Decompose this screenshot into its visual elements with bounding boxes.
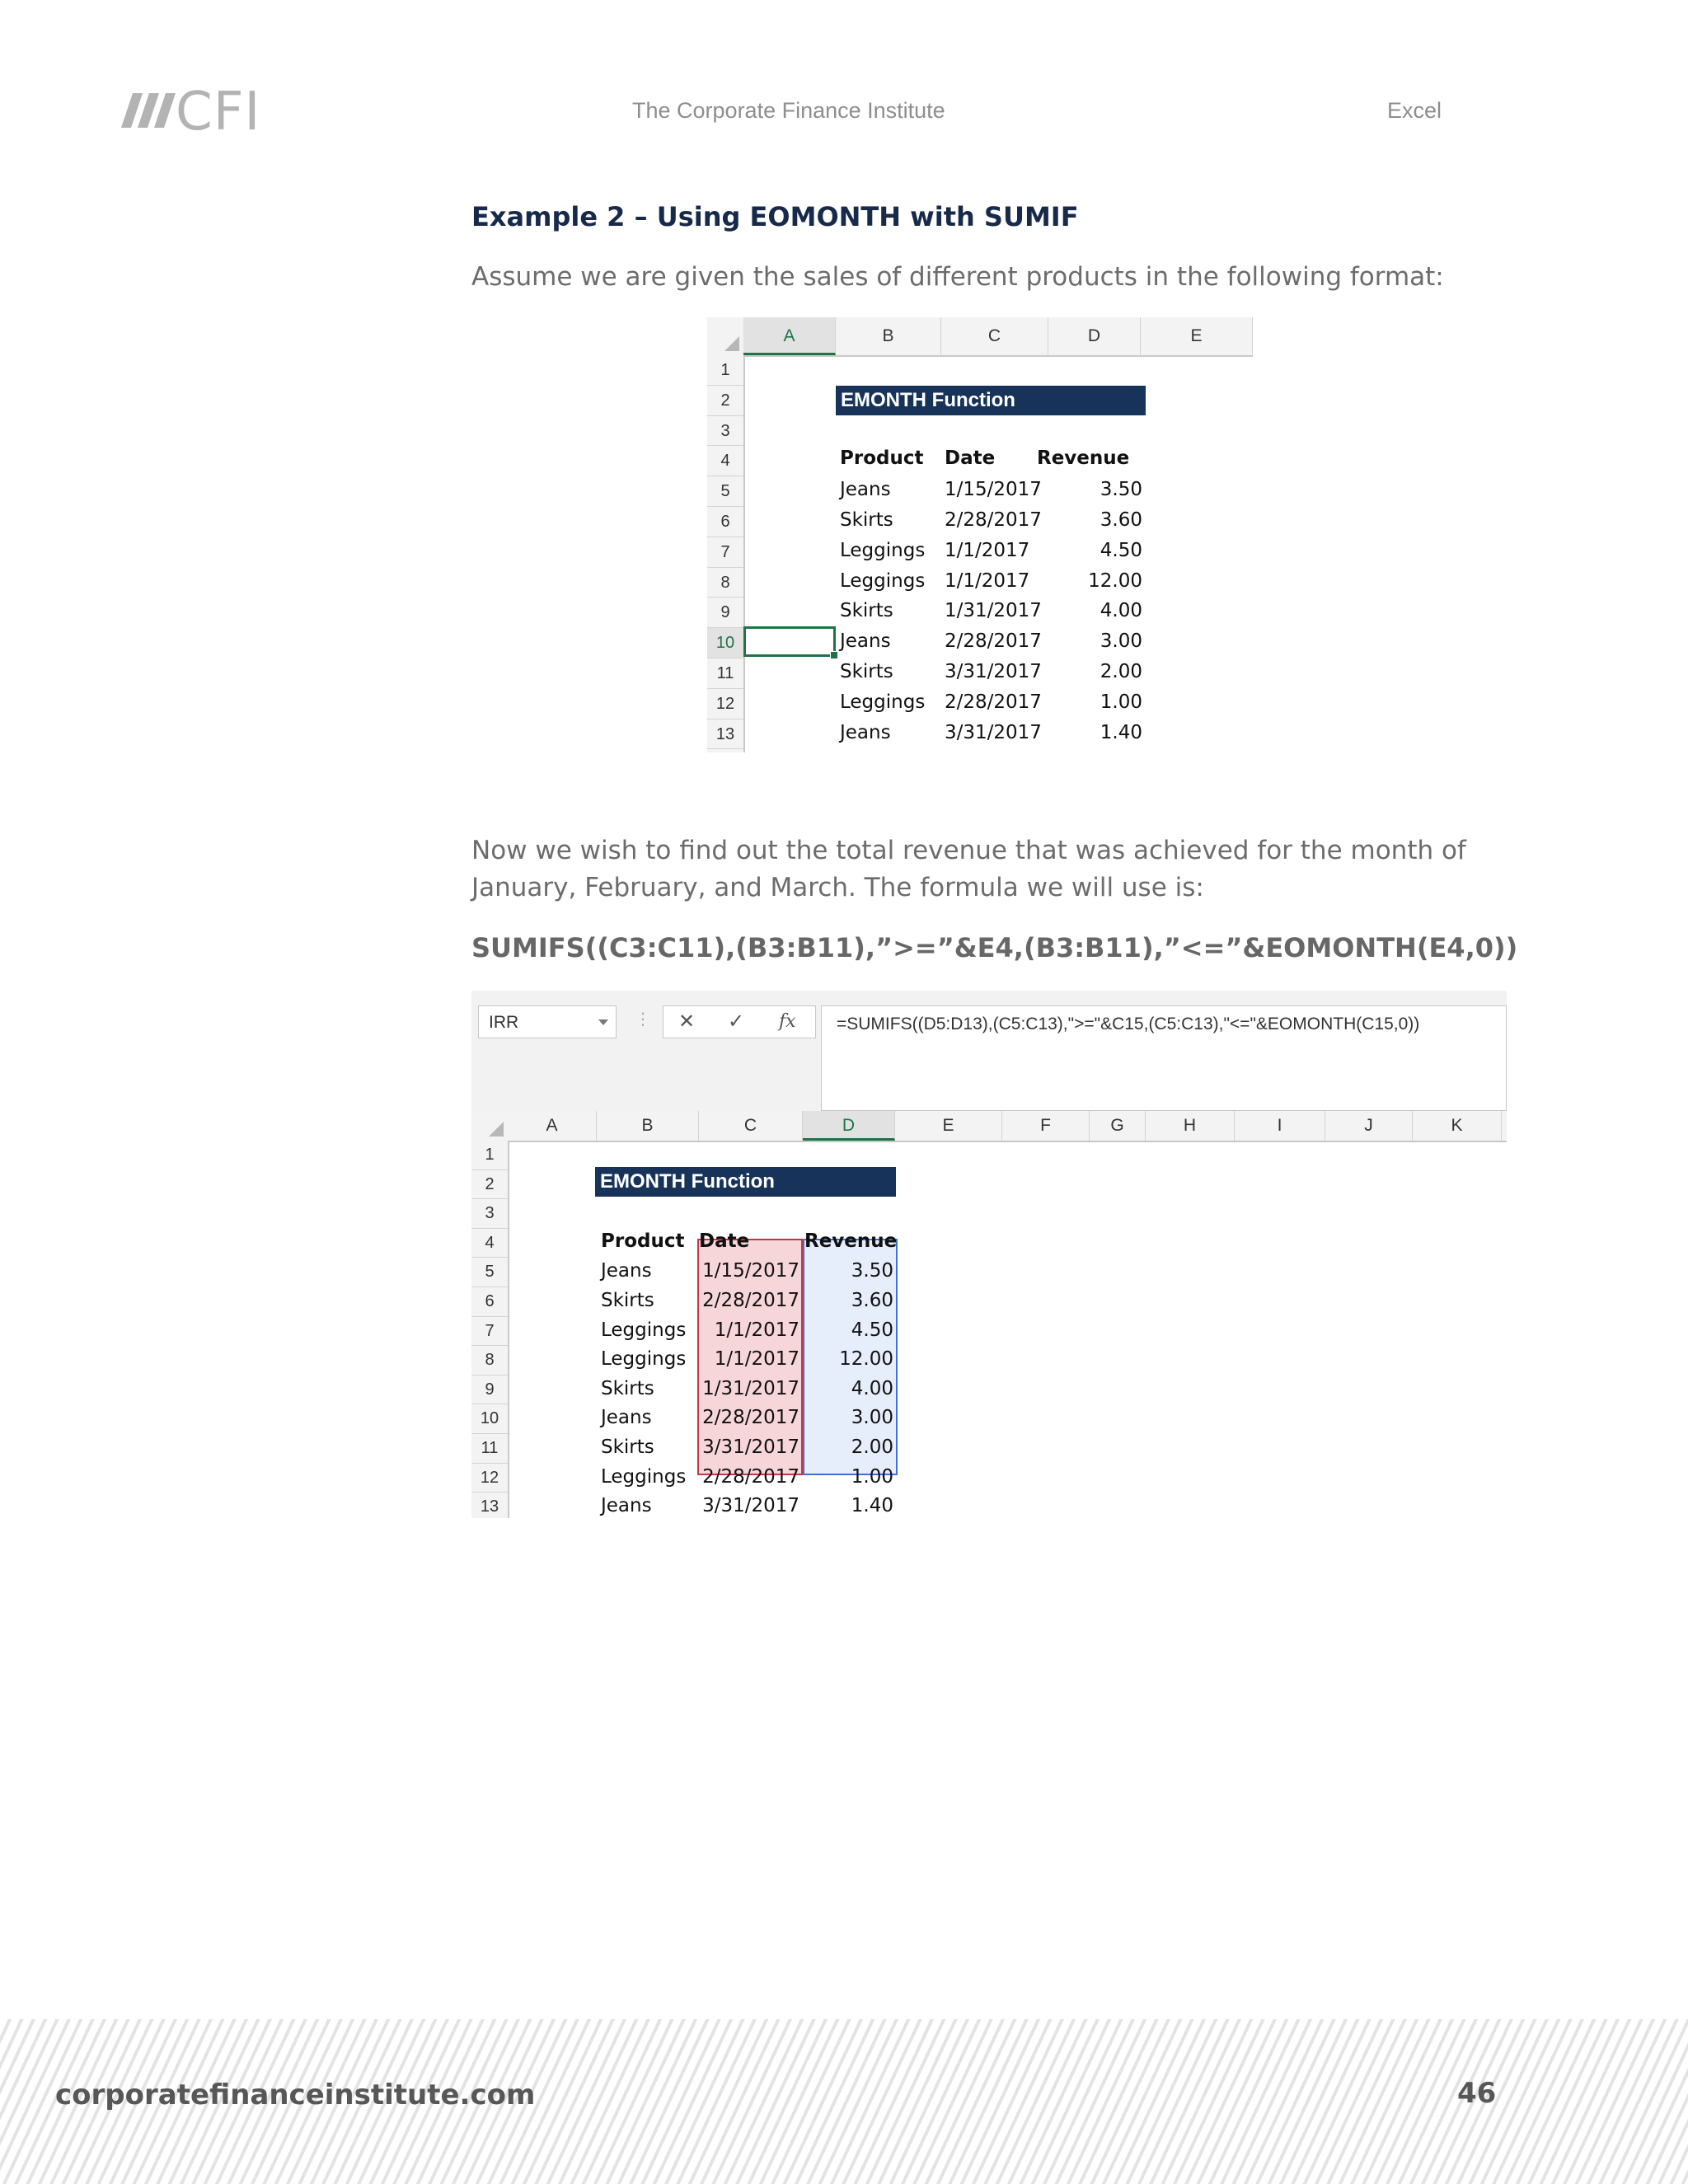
row-header-1[interactable]: 1 [471, 1141, 508, 1170]
cell-product[interactable]: Jeans [601, 1407, 652, 1429]
cell-date[interactable]: 1/1/2017 [714, 1348, 799, 1371]
row-header-bar [471, 1141, 509, 1518]
cell-product[interactable]: Skirts [840, 509, 893, 531]
cell-revenue[interactable]: 1.00 [851, 1465, 893, 1488]
cell-product[interactable]: Jeans [601, 1260, 652, 1282]
row-header-10[interactable]: 10 [707, 628, 743, 658]
row-header-13[interactable]: 13 [707, 719, 743, 750]
cell-revenue[interactable]: 2.00 [1100, 661, 1142, 682]
cell-product[interactable]: Skirts [601, 1436, 654, 1458]
column-header-c[interactable]: C [699, 1111, 803, 1141]
more-options-icon: ⋮ [635, 1010, 651, 1029]
row-header-10[interactable]: 10 [471, 1404, 508, 1434]
header-section: Excel [1387, 98, 1442, 123]
cell-revenue[interactable]: 3.60 [1100, 509, 1142, 531]
column-header-a[interactable]: A [508, 1111, 597, 1141]
row-header-2[interactable]: 2 [471, 1170, 508, 1200]
cell-date[interactable]: 2/28/2017 [945, 630, 1042, 653]
cell-date[interactable]: 1/1/2017 [945, 539, 1030, 561]
row-header-4[interactable]: 4 [471, 1229, 508, 1258]
row-header-3[interactable]: 3 [471, 1199, 508, 1229]
row-header-8[interactable]: 8 [707, 568, 743, 598]
name-box-value: IRR [489, 1013, 519, 1032]
cell-revenue[interactable]: 2.00 [851, 1436, 893, 1458]
header-center-title: The Corporate Finance Institute [632, 98, 945, 123]
page-number: 46 [1457, 2077, 1497, 2110]
row-header-13[interactable]: 13 [471, 1493, 508, 1518]
cell-date[interactable]: 2/28/2017 [945, 509, 1042, 531]
cell-date[interactable]: 1/15/2017 [702, 1260, 799, 1282]
column-header-f[interactable]: F [1002, 1111, 1090, 1141]
sheet1-banner: EMONTH Function [836, 386, 1146, 415]
cell-date[interactable]: 2/28/2017 [945, 691, 1042, 713]
cell-date[interactable]: 2/28/2017 [702, 1465, 799, 1488]
cell-date[interactable]: 3/31/2017 [945, 661, 1042, 682]
formula-bar-input[interactable]: =SUMIFS((D5:D13),(C5:C13),">="&C15,(C5:C13),"<="&EOMONTH(C15,0)) [821, 1005, 1507, 1111]
cell-product[interactable]: Jeans [601, 1495, 652, 1517]
column-header-h[interactable]: H [1146, 1111, 1235, 1141]
row-header-7[interactable]: 7 [471, 1317, 508, 1347]
row-header-9[interactable]: 9 [707, 598, 743, 628]
intro-paragraph: Assume we are given the sales of different products in the following format: [471, 262, 1444, 292]
cell-product[interactable]: Skirts [840, 661, 893, 682]
cancel-icon[interactable]: ✕ [678, 1010, 696, 1033]
cell-product[interactable]: Jeans [840, 479, 891, 501]
column-label-product: Product [840, 448, 924, 470]
cell-product[interactable]: Skirts [601, 1377, 654, 1399]
column-header-bar [508, 1111, 1507, 1142]
cell-revenue[interactable]: 4.50 [851, 1319, 893, 1341]
row-header-12[interactable]: 12 [471, 1464, 508, 1493]
name-box[interactable] [478, 1005, 617, 1038]
row-header-11[interactable]: 11 [707, 658, 743, 689]
cell-revenue[interactable]: 4.00 [851, 1377, 893, 1399]
cell-revenue[interactable]: 3.00 [851, 1407, 893, 1429]
sheet2-banner: EMONTH Function [595, 1167, 896, 1197]
column-header-bar [743, 317, 1253, 357]
cell-date[interactable]: 1/15/2017 [945, 479, 1042, 501]
cell-product[interactable]: Leggings [840, 691, 926, 713]
cell-product[interactable]: Skirts [601, 1290, 654, 1311]
row-header-6[interactable]: 6 [471, 1287, 508, 1317]
cell-product[interactable]: Leggings [840, 569, 926, 592]
column-header-d[interactable]: D [1048, 317, 1141, 355]
row-header-5[interactable]: 5 [707, 476, 743, 507]
cell-product[interactable]: Jeans [840, 721, 891, 743]
section-heading: Example 2 – Using EOMONTH with SUMIF [471, 201, 1079, 232]
cell-product[interactable]: Leggings [601, 1319, 687, 1341]
column-label-date: Date [699, 1230, 750, 1252]
cell-product[interactable]: Leggings [601, 1348, 687, 1371]
row-header-3[interactable]: 3 [707, 416, 743, 447]
formula-buttons [663, 1005, 816, 1038]
cell-product[interactable]: Skirts [840, 600, 893, 622]
explanation-paragraph: Now we wish to find out the total revenue that was achieved for the month of January, February, and March. The formula we will use is: [471, 836, 1466, 902]
cell-product[interactable]: Leggings [601, 1465, 687, 1488]
cell-product[interactable]: Jeans [840, 630, 891, 653]
cfi-logo-text: CFI [176, 82, 261, 143]
column-header-d[interactable]: D [803, 1111, 895, 1141]
column-header-i[interactable]: I [1235, 1111, 1325, 1141]
cfi-logo [113, 82, 270, 143]
select-all-corner[interactable] [707, 317, 743, 355]
row-header-1[interactable]: 1 [707, 355, 743, 386]
row-header-5[interactable]: 5 [471, 1258, 508, 1287]
row-header-bar [707, 355, 745, 752]
cell-revenue[interactable]: 3.50 [1100, 479, 1142, 501]
row-header-7[interactable]: 7 [707, 537, 743, 568]
cell-revenue[interactable]: 12.00 [839, 1348, 893, 1371]
cell-date[interactable]: 1/1/2017 [945, 569, 1030, 592]
column-header-c[interactable]: C [941, 317, 1048, 355]
cell-revenue[interactable]: 3.50 [851, 1260, 893, 1282]
cell-date[interactable]: 3/31/2017 [702, 1436, 799, 1458]
insert-function-icon[interactable]: fx [779, 1011, 796, 1032]
cell-date[interactable]: 3/31/2017 [945, 721, 1042, 743]
select-all-corner[interactable] [471, 1111, 508, 1141]
cell-revenue[interactable]: 1.40 [1100, 721, 1142, 743]
formula-example: SUMIFS((C3:C11),(B3:B11),”>=”&E4,(B3:B11),”<=”&EOMONTH(E4,0)) [471, 932, 1518, 963]
cell-revenue[interactable]: 1.00 [1100, 691, 1142, 713]
column-header-b[interactable]: B [836, 317, 941, 355]
cell-date[interactable]: 1/31/2017 [702, 1377, 799, 1399]
cell-revenue[interactable]: 12.00 [1088, 569, 1142, 592]
cell-date[interactable]: 3/31/2017 [702, 1495, 799, 1517]
row-header-9[interactable]: 9 [471, 1376, 508, 1405]
cell-date[interactable]: 2/28/2017 [702, 1407, 799, 1429]
grid-area [471, 1111, 1507, 1518]
column-label-revenue: Revenue [804, 1230, 898, 1252]
row-header-2[interactable]: 2 [707, 386, 743, 416]
footer-url: corporatefinanceinstitute.com [55, 2079, 536, 2111]
row-header-4[interactable]: 4 [707, 446, 743, 476]
cell-product[interactable]: Leggings [840, 539, 926, 561]
column-header-a[interactable]: A [743, 317, 836, 355]
cell-revenue[interactable]: 4.00 [1100, 600, 1142, 622]
row-header-11[interactable]: 11 [471, 1434, 508, 1464]
spreadsheet-1 [707, 317, 1253, 752]
cell-date[interactable]: 2/28/2017 [702, 1290, 799, 1311]
column-label-date: Date [945, 448, 996, 470]
cell-revenue[interactable]: 1.40 [851, 1495, 893, 1517]
cell-date[interactable]: 1/31/2017 [945, 600, 1042, 622]
column-header-b[interactable]: B [597, 1111, 699, 1141]
row-header-6[interactable]: 6 [707, 507, 743, 537]
chevron-down-icon[interactable] [598, 1019, 608, 1025]
column-label-product: Product [601, 1230, 685, 1252]
column-header-g[interactable]: G [1090, 1111, 1146, 1141]
cell-revenue[interactable]: 4.50 [1100, 539, 1142, 561]
column-header-e[interactable]: E [895, 1111, 1002, 1141]
row-header-8[interactable]: 8 [471, 1346, 508, 1376]
spreadsheet-2 [471, 991, 1507, 1518]
column-header-k[interactable]: K [1413, 1111, 1502, 1141]
cell-date[interactable]: 1/1/2017 [714, 1319, 799, 1341]
row-header-12[interactable]: 12 [707, 689, 743, 719]
confirm-check-icon[interactable]: ✓ [728, 1010, 745, 1033]
cell-revenue[interactable]: 3.60 [851, 1290, 893, 1311]
active-cell-a10[interactable] [743, 626, 836, 657]
column-header-e[interactable]: E [1141, 317, 1253, 355]
column-label-revenue: Revenue [1037, 448, 1130, 470]
cell-revenue[interactable]: 3.00 [1100, 630, 1142, 653]
column-header-j[interactable]: J [1325, 1111, 1413, 1141]
